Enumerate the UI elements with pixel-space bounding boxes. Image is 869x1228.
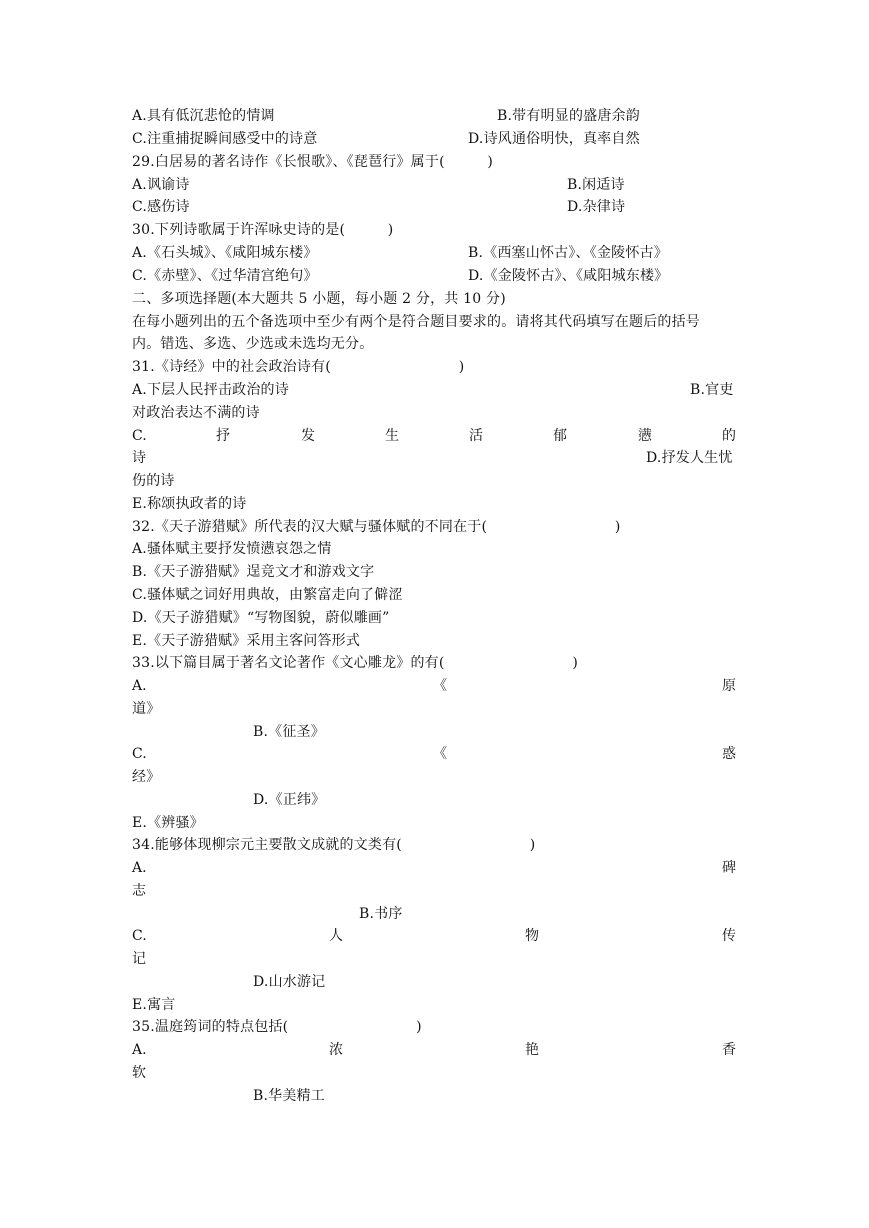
q31-option-a: A.下层人民抨击政治的诗 [132, 382, 289, 398]
q28-option-c: C.注重捕捉瞬间感受中的诗意 [132, 131, 318, 147]
q31-option-c-word: 的 [722, 428, 736, 444]
q34-option-c-word: 传 [722, 928, 736, 944]
section2-heading: 二、多项选择题(本大题共 5 小题，每小题 2 分，共 10 分) [132, 291, 506, 307]
section2-instructions-line2: 内。错选、多选、少选或未选均无分。 [132, 336, 374, 352]
q33-option-b: B.《征圣》 [253, 724, 325, 740]
q28-option-b: B.带有明显的盛唐余韵 [497, 108, 640, 124]
q30-option-b: B.《西塞山怀古》、《金陵怀古》 [468, 245, 668, 261]
q33-option-c-word: 《 [433, 746, 447, 762]
q33-option-c-word: 惑 [722, 746, 736, 762]
q33-option-c-tail: 经》 [132, 769, 161, 785]
q33-option-e: E.《辨骚》 [132, 815, 204, 831]
q31-option-c-word: 活 [469, 428, 483, 444]
q31-option-c-word: 生 [385, 428, 399, 444]
q31-option-b-tail: 对政治表达不满的诗 [132, 405, 260, 421]
q35-option-b: B.华美精工 [253, 1088, 325, 1104]
q31-option-c-word: 抒 [216, 428, 230, 444]
q34-option-b: B.书序 [359, 906, 403, 922]
q34-option-c-word: C. [132, 928, 147, 944]
q35-option-a-word: 艳 [525, 1042, 539, 1058]
q28-option-d: D.诗风通俗明快，真率自然 [468, 131, 640, 147]
q29-option-a: A.讽谕诗 [132, 177, 190, 193]
q29-option-d: D.杂律诗 [567, 199, 626, 215]
q30-option-d: D.《金陵怀古》、《咸阳城东楼》 [468, 268, 669, 284]
q29-stem: 29.白居易的著名诗作《长恨歌》、《琵琶行》属于( ) [132, 154, 493, 170]
q31-option-c-word: C. [132, 428, 147, 444]
q35-stem: 35.温庭筠词的特点包括( ) [132, 1019, 422, 1035]
q31-option-c-word: 郁 [553, 428, 567, 444]
q34-option-c-word: 人 [329, 928, 343, 944]
q35-option-a-tail: 软 [132, 1065, 147, 1081]
q30-option-c: C.《赤壁》、《过华清宫绝句》 [132, 268, 318, 284]
q35-option-a-word: 浓 [329, 1042, 343, 1058]
q33-stem: 33.以下篇目属于著名文论著作《文心雕龙》的有( ) [132, 655, 578, 671]
q34-option-e: E.寓言 [132, 997, 176, 1013]
q33-option-c-word: C. [132, 746, 147, 762]
q33-option-a-tail: 道》 [132, 701, 161, 717]
q31-option-c-word: 懑 [638, 428, 652, 444]
q31-stem: 31.《诗经》中的社会政治诗有( ) [132, 359, 465, 375]
q34-option-c-word: 物 [525, 928, 539, 944]
q29-option-b: B.闲适诗 [567, 177, 625, 193]
q31-option-e: E.称颂执政者的诗 [132, 496, 247, 512]
q34-option-d: D.山水游记 [253, 974, 326, 990]
q32-stem: 32.《天子游猎赋》所代表的汉大赋与骚体赋的不同在于( ) [132, 519, 621, 535]
q31-option-d-tail: 伤的诗 [132, 473, 175, 489]
q31-option-c-word: 发 [301, 428, 315, 444]
q34-stem: 34.能够体现柳宗元主要散文成就的文类有( ) [132, 837, 536, 853]
q31-option-b-head: B.官吏 [690, 382, 734, 398]
q32-option-d: D.《天子游猎赋》“写物图貌，蔚似雕画” [132, 610, 390, 626]
q32-option-a: A.骚体赋主要抒发愤懑哀怨之情 [132, 541, 332, 557]
q34-option-a-tail: 志 [132, 883, 147, 899]
q32-option-e: E.《天子游猎赋》采用主客问答形式 [132, 633, 361, 649]
q30-stem: 30.下列诗歌属于许浑咏史诗的是( ) [132, 222, 394, 238]
q33-option-a-word: 《 [433, 678, 447, 694]
q31-option-d-head: D.抒发人生忧 [646, 450, 733, 466]
q32-option-b: B.《天子游猎赋》逞竞文才和游戏文字 [132, 564, 375, 580]
q34-option-a-word: A. [132, 860, 147, 876]
q31-option-c-tail: 诗 [132, 450, 147, 466]
q34-option-a-word: 碑 [722, 860, 736, 876]
q30-option-a: A.《石头城》、《咸阳城东楼》 [132, 245, 318, 261]
q32-option-c: C.骚体赋之词好用典故，由繁富走向了僻涩 [132, 587, 403, 603]
q33-option-d: D.《正纬》 [253, 792, 326, 808]
q35-option-a-word: 香 [722, 1042, 736, 1058]
q34-option-c-tail: 记 [132, 951, 147, 967]
q28-option-a: A.具有低沉悲怆的情调 [132, 108, 275, 124]
q33-option-a-word: A. [132, 678, 147, 694]
q29-option-c: C.感伤诗 [132, 199, 190, 215]
q33-option-a-word: 原 [722, 678, 736, 694]
section2-instructions-line1: 在每小题列出的五个备选项中至少有两个是符合题目要求的。请将其代码填写在题后的括号 [132, 314, 700, 330]
q35-option-a-word: A. [132, 1042, 147, 1058]
